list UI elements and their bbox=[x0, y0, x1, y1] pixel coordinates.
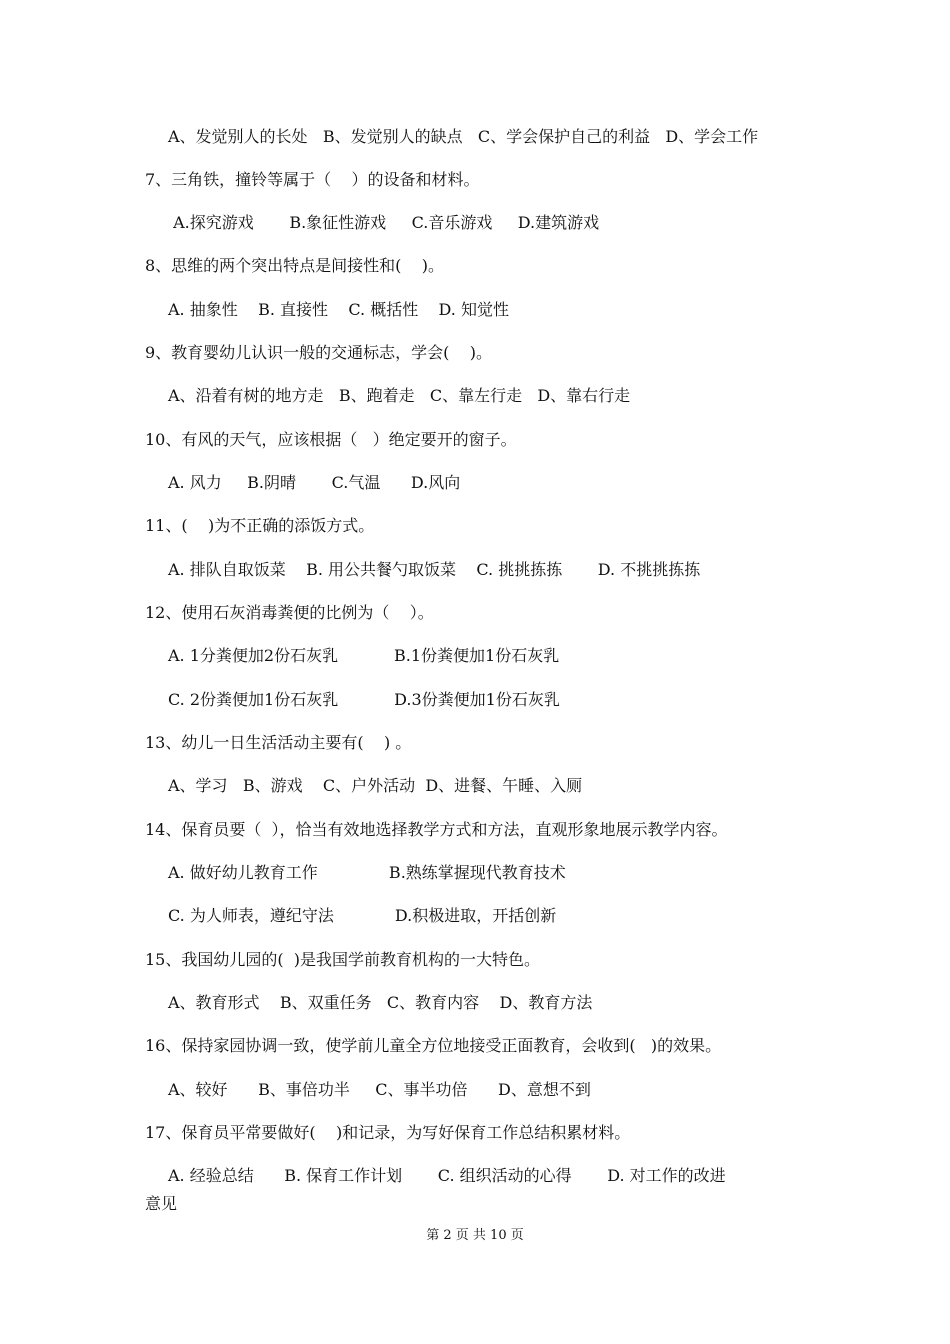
question-13: 13、幼儿一日生活活动主要有( ) 。 bbox=[145, 733, 412, 752]
page-number-footer: 第 2 页 共 10 页 bbox=[426, 1228, 524, 1243]
q12-options-row1: A. 1分粪便加2份石灰乳 B.1份粪便加1份石灰乳 bbox=[168, 646, 560, 665]
question-16: 16、保持家园协调一致，使学前儿童全方位地接受正面教育，会收到( )的效果。 bbox=[145, 1036, 722, 1055]
q12-options-row2: C. 2份粪便加1份石灰乳 D.3份粪便加1份石灰乳 bbox=[168, 690, 560, 709]
q7-options: A.探究游戏 B.象征性游戏 C.音乐游戏 D.建筑游戏 bbox=[168, 213, 600, 232]
q14-options-row2: C. 为人师表，遵纪守法 D.积极进取，开括创新 bbox=[168, 906, 557, 925]
q14-options-row1: A. 做好幼儿教育工作 B.熟练掌握现代教育技术 bbox=[168, 863, 566, 882]
question-14: 14、保育员要（ ），恰当有效地选择教学方式和方法，直观形象地展示教学内容。 bbox=[145, 820, 728, 839]
question-7: 7、三角铁，撞铃等属于（ ）的设备和材料。 bbox=[145, 170, 480, 189]
question-8: 8、思维的两个突出特点是间接性和( )。 bbox=[145, 256, 445, 275]
question-12: 12、使用石灰消毒粪便的比例为（ ）。 bbox=[145, 603, 434, 622]
q17-options-continuation: 意见 bbox=[145, 1194, 178, 1213]
q10-options: A. 风力 B.阴晴 C.气温 D.风向 bbox=[168, 473, 461, 492]
question-10: 10、有风的天气，应该根据（ ）绝定要开的窗子。 bbox=[145, 430, 517, 449]
q9-options: A、沿着有树的地方走 B、跑着走 C、靠左行走 D、靠右行走 bbox=[168, 386, 631, 405]
q8-options: A. 抽象性 B. 直接性 C. 概括性 D. 知觉性 bbox=[168, 300, 509, 319]
q11-options: A. 排队自取饭菜 B. 用公共餐勺取饭菜 C. 挑挑拣拣 D. 不挑挑拣拣 bbox=[168, 560, 701, 579]
q17-options: A. 经验总结 B. 保育工作计划 C. 组织活动的心得 D. 对工作的改进 bbox=[168, 1166, 726, 1185]
question-11: 11、( )为不正确的添饭方式。 bbox=[145, 516, 375, 535]
q16-options: A、较好 B、事倍功半 C、事半功倍 D、意想不到 bbox=[168, 1080, 591, 1099]
question-15: 15、我国幼儿园的( )是我国学前教育机构的一大特色。 bbox=[145, 950, 541, 969]
q15-options: A、教育形式 B、双重任务 C、教育内容 D、教育方法 bbox=[168, 993, 593, 1012]
question-9: 9、教育婴幼儿认识一般的交通标志，学会( )。 bbox=[145, 343, 493, 362]
question-17: 17、保育员平常要做好( )和记录，为写好保育工作总结积累材料。 bbox=[145, 1123, 631, 1142]
q13-options: A、学习 B、游戏 C、户外活动 D、进餐、午睡、入厕 bbox=[168, 776, 583, 795]
q6-options: A、发觉别人的长处 B、发觉别人的缺点 C、学会保护自己的利益 D、学会工作 bbox=[168, 127, 759, 146]
